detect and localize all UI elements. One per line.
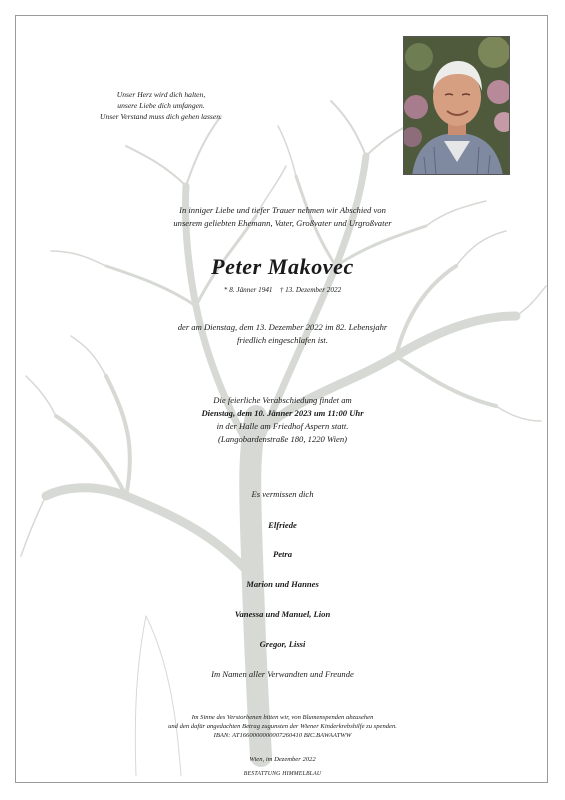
quote-line: unsere Liebe dich umfangen.	[117, 101, 205, 110]
donation-line: und den dafür angedachten Betrag zugunsten der Wiener Kinderkrebshilfe zu spenden.	[168, 723, 397, 731]
quote	[76, 89, 246, 122]
undertaker: BESTATTUNG HIMMELBLAU	[243, 771, 322, 777]
farewell-line: Die feierliche Verabschiedung findet am	[213, 395, 352, 405]
life-dates: * 8. Jänner 1941 † 13. Dezember 2022	[223, 286, 342, 294]
death-notice-sheet	[15, 15, 548, 783]
deceased-name: Peter Makovec	[211, 254, 354, 279]
mourner-name: Petra	[272, 549, 293, 559]
farewell-address: (Langobardenstraße 180, 1220 Wien)	[217, 434, 348, 444]
farewell-info	[16, 394, 548, 446]
mourner-name: Marion und Hannes	[246, 579, 319, 589]
death-text	[16, 321, 548, 347]
quote-line: Unser Herz wird dich halten,	[116, 90, 206, 99]
mourner-name: Elfriede	[268, 520, 297, 530]
intro-line: In inniger Liebe und tiefer Trauer nehmen wir Abschied von	[179, 205, 386, 215]
mourner-name: Vanessa und Manuel, Lion	[234, 609, 331, 619]
quote-line: Unser Verstand muss dich gehen lassen.	[100, 112, 222, 121]
donation-line: Im Sinne des Verstorbenen bitten wir, von Blumenspenden abzusehen	[191, 714, 374, 721]
portrait-photo	[403, 36, 510, 175]
donation-note	[16, 713, 548, 741]
mourner-name: Gregor, Lissi	[259, 639, 306, 649]
relatives-line: Im Namen aller Verwandten und Freunde	[211, 669, 354, 679]
miss-intro: Es vermissen dich	[251, 489, 314, 499]
farewell-date-time: Dienstag, dem 10. Jänner 2023 um 11:00 Uhr	[201, 408, 364, 418]
death-line: der am Dienstag, dem 13. Dezember 2022 im 82. Lebensjahr	[177, 322, 388, 332]
death-line: friedlich eingeschlafen ist.	[237, 335, 328, 345]
donation-iban: IBAN: AT1660000000007260410 BIC.BAWAATWW	[213, 732, 352, 740]
intro-line: unserem geliebten Ehemann, Vater, Großvater und Urgroßvater	[173, 218, 392, 228]
place-date: Wien, im Dezember 2022	[249, 756, 316, 763]
intro-text	[16, 204, 548, 230]
farewell-location: in der Halle am Friedhof Aspern statt.	[216, 421, 349, 431]
